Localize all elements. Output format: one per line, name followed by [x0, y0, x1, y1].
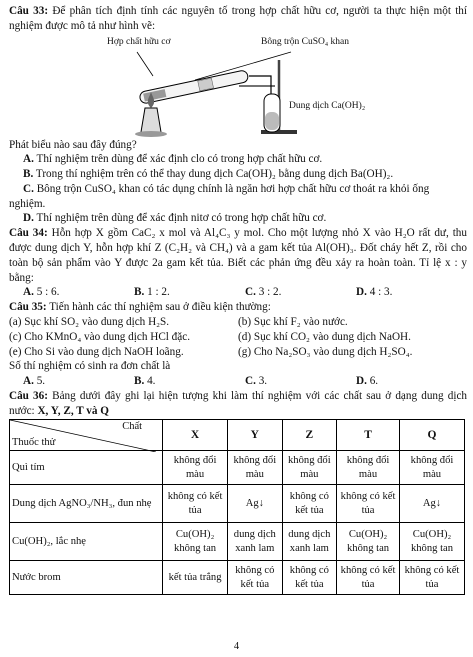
q34-option-a: A. 5 : 6.: [23, 286, 60, 299]
table-row: [10, 561, 465, 595]
q35-items-row-3: [9, 345, 467, 360]
figure-label-organic: Hợp chất hữu cơ: [107, 36, 171, 47]
question-34: [9, 226, 467, 285]
table-cell: không đổi màu: [337, 451, 400, 485]
q35-item-c: (c) Cho KMnO₄ vào dung dịch HCl đặc.: [9, 330, 191, 343]
column-header-z: Z: [282, 420, 337, 451]
q35-option-b: B. 4.: [134, 375, 156, 388]
column-header-t: T: [337, 420, 400, 451]
q35-item-a: (a) Sục khí SO₂ vào dung dịch H₂S.: [9, 315, 170, 328]
question-34-label: Câu 34:: [9, 227, 48, 240]
figure-label-cuso4: Bông trộn CuSO₄ khan: [261, 36, 350, 47]
table-corner-cell: [10, 420, 163, 451]
table-cell: không có kết tủa: [163, 485, 228, 523]
table-cell: không có kết tủa: [337, 561, 400, 595]
table-cell: Cu(OH)₂ không tan: [399, 523, 464, 561]
table-cell: dung dịch xanh lam: [228, 523, 283, 561]
q34-options: [23, 285, 467, 300]
corner-label-reagent: Thuốc thử: [12, 436, 56, 448]
q35-option-d: D. 6.: [356, 375, 379, 388]
q35-options: [23, 374, 467, 389]
question-33-text: Để phân tích định tính các nguyên tố trong hợp chất hữu cơ, người ta thực hiện một thí nghiệm được mô tả như hình vẽ:: [9, 5, 468, 32]
table-cell: Cu(OH)₂ không tan: [337, 523, 400, 561]
column-header-x: X: [163, 420, 228, 451]
question-34-text: Hỗn hợp X gồm CaC₂ x mol và Al₄C₃ y mol. Cho một lượng nhỏ X vào H₂O rất dư, thu được dung dịch Y, hỗn hợp khí Z (C₂H₂ và CH₄) và a gam kết tủa Al(OH)₃. Đốt cháy hết Z, rồi cho toàn bộ sản phẩm vào Y được 2a gam kết tủa. Biết các phản ứng đều xảy ra hoàn toàn. Tỉ lệ x : y bằng:: [9, 227, 467, 284]
apparatus-drawing: [99, 46, 329, 146]
table-cell: không có kết tủa: [282, 485, 337, 523]
question-36-text: Bảng dưới đây ghi lại hiện tượng khi làm thí nghiệm với các chất sau ở dạng dung dịch nước:: [9, 389, 468, 417]
reagent-cell: Nước brom: [10, 561, 163, 595]
table-row: [10, 451, 465, 485]
table-cell: không đổi màu: [282, 451, 337, 485]
table-cell: không đổi màu: [163, 451, 228, 485]
observation-table: [9, 419, 465, 595]
question-33: [9, 4, 467, 34]
q34-option-c: C. 3 : 2.: [245, 286, 282, 299]
q34-option-d: D. 4 : 3.: [356, 286, 393, 299]
question-35-label: Câu 35:: [9, 301, 47, 314]
q35-option-a: A. 5.: [23, 375, 46, 388]
table-cell: Cu(OH)₂ không tan: [163, 523, 228, 561]
q33-option-b: B. Trong thí nghiệm trên có thể thay dung dịch Ca(OH)₂ bằng dung dịch Ba(OH)₂.: [23, 168, 394, 181]
reagent-cell: Dung dịch AgNO₃/NH₃, đun nhẹ: [10, 485, 163, 523]
question-33-prompt: Phát biểu nào sau đây đúng?: [9, 138, 137, 151]
table-cell: không đổi màu: [228, 451, 283, 485]
figure-label-caoh2: Dung dịch Ca(OH)₂: [289, 100, 366, 111]
table-cell: không có kết tủa: [228, 561, 283, 595]
page-number: 4: [233, 641, 240, 652]
table-cell: Ag↓: [399, 485, 464, 523]
q33-option-c: C. Bông trộn CuSO₄ khan có tác dụng chính là ngăn hơi hợp chất hữu cơ thoát ra khỏi ống nghiệm.: [9, 182, 430, 210]
q35-option-c: C. 3.: [245, 375, 268, 388]
question-36: [9, 389, 467, 419]
table-row: [10, 485, 465, 523]
corner-label-substance: Chất: [122, 421, 143, 433]
table-cell: dung dịch xanh lam: [282, 523, 337, 561]
table-cell: Ag↓: [228, 485, 283, 523]
table-cell: không có kết tủa: [337, 485, 400, 523]
column-header-y: Y: [228, 420, 283, 451]
q33-option-a: A. Thí nghiệm trên dùng để xác định clo có trong hợp chất hữu cơ.: [23, 153, 323, 166]
apparatus-figure: [9, 36, 467, 136]
table-cell: không đổi màu: [399, 451, 464, 485]
question-36-substances: X, Y, Z, T và Q: [37, 404, 109, 417]
question-35: [9, 300, 467, 315]
question-33-label: Câu 33:: [9, 5, 49, 17]
question-35-prompt: Số thí nghiệm có sinh ra đơn chất là: [9, 360, 171, 373]
q35-item-e: (e) Cho Si vào dung dịch NaOH loãng.: [9, 345, 184, 358]
q34-option-b: B. 1 : 2.: [134, 286, 170, 299]
q35-items-row-1: [9, 315, 467, 330]
q35-items-row-2: [9, 330, 467, 345]
table-cell: kết tủa trắng: [163, 561, 228, 595]
q35-item-g: (g) Cho Na₂SO₃ vào dung dịch H₂SO₄.: [238, 345, 413, 358]
question-36-label: Câu 36:: [9, 389, 48, 402]
q35-item-d: (d) Sục khí CO₂ vào dung dịch NaOH.: [238, 330, 411, 343]
table-cell: không có kết tủa: [399, 561, 464, 595]
exam-page: [9, 4, 467, 595]
table-cell: không có kết tủa: [282, 561, 337, 595]
reagent-cell: Quì tím: [10, 451, 163, 485]
question-35-text: Tiến hành các thí nghiệm sau ở điều kiện thường:: [49, 301, 271, 314]
column-header-q: Q: [399, 420, 464, 451]
q35-item-b: (b) Sục khí F₂ vào nước.: [238, 315, 348, 328]
q33-option-d: D. Thí nghiệm trên dùng để xác định nitơ có trong hợp chất hữu cơ.: [23, 212, 327, 225]
table-row: [10, 523, 465, 561]
table-header-row: [10, 420, 465, 451]
reagent-cell: Cu(OH)₂, lắc nhẹ: [10, 523, 163, 561]
